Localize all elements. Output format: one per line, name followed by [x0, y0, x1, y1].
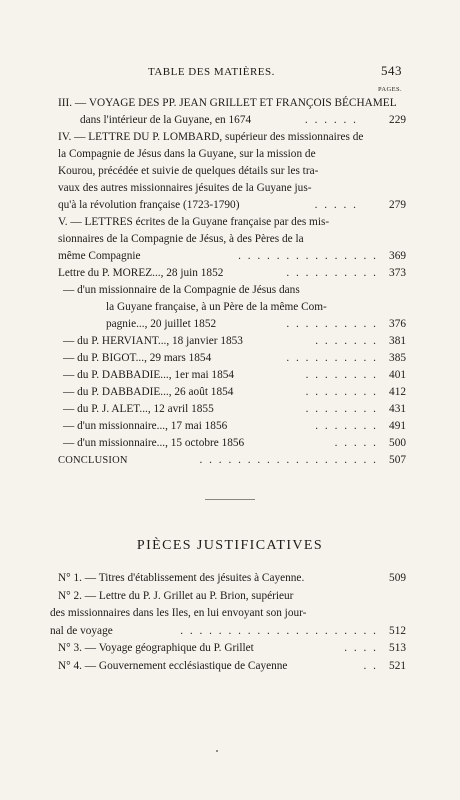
toc-line-text: nal de voyage [50, 624, 113, 637]
dot-leader: . . . . . . . [315, 420, 378, 432]
toc-line-text: — du P. DABBADIE..., 26 août 1854 [63, 386, 234, 398]
toc-page-number: 513 [387, 640, 406, 658]
toc-line-text: N° 2. — Lettre du P. J. Grillet au P. Brion, supérieur [58, 589, 294, 602]
toc-line-text: qu'à la révolution française (1723-1790) [58, 199, 240, 211]
toc-line-text: la Guyane française, à un Père de la même Com- [106, 301, 327, 313]
section-title: PIÈCES JUSTIFICATIVES [136, 538, 324, 553]
toc-line-text: V. — LETTRES écrites de la Guyane française par des mis- [58, 216, 330, 228]
pages-column-label: PAGES. [377, 86, 402, 93]
toc-line-text: même Compagnie [58, 250, 141, 262]
toc-page-number: 507 [387, 452, 406, 469]
page-number: 543 [381, 63, 402, 78]
toc-line-text: Lettre du P. MOREZ..., 28 juin 1852 [58, 267, 224, 279]
toc-page-number: 385 [387, 350, 406, 367]
toc-page-number: 279 [387, 197, 406, 214]
toc-line-text: IV. — LETTRE DU P. LOMBARD, supérieur des missionnaires de [58, 131, 364, 143]
toc-line-text: — du P. J. ALET..., 12 avril 1855 [63, 403, 214, 415]
toc-line-text: la Compagnie de Jésus dans la Guyane, sur la mission de [58, 148, 316, 160]
dot-leader: . . . . [344, 642, 378, 654]
dot-leader: . . . . . [314, 199, 358, 211]
toc-page-number: 431 [387, 401, 406, 418]
toc-line-text: — du P. DABBADIE..., 1er mai 1854 [63, 369, 235, 381]
dot-leader: . . . . . . . . [305, 369, 378, 381]
dot-leader: . . . . . . . [315, 335, 378, 347]
toc-line-text: — d'un missionnaire..., 17 mai 1856 [63, 420, 228, 432]
toc-line-text: — du P. BIGOT..., 29 mars 1854 [63, 352, 212, 364]
toc-page-number: 512 [387, 623, 406, 641]
toc-page-number: 521 [387, 658, 406, 676]
toc-line-text: III. — VOYAGE DES PP. JEAN GRILLET ET FRANÇOIS BÉCHAMEL [58, 97, 397, 109]
dot-leader: . . . . . [334, 437, 378, 449]
toc-line-text: N° 3. — Voyage géographique du P. Grillet [58, 642, 254, 654]
dot-leader: . . . . . . . . . . . . . . . . . . . [199, 454, 378, 466]
toc-line-text: vaux des autres missionnaires jésuites de la Guyane jus- [58, 182, 312, 194]
toc-page-number: 509 [387, 570, 406, 588]
dot-leader: . . . . . . . . [305, 386, 378, 398]
dot-leader: . . . . . . . . . . . . . . . . . . . . . [180, 624, 378, 637]
toc-page-number: 381 [387, 333, 406, 350]
toc-line-text: CONCLUSION [58, 455, 128, 466]
dot-leader: . . . . . . [304, 114, 358, 126]
dot-leader: . . . . . . . . . . [286, 352, 378, 364]
toc-line-text: — du P. HERVIANT..., 18 janvier 1853 [63, 335, 243, 347]
toc-line-text: N° 4. — Gouvernement ecclésiastique de Cayenne [58, 659, 288, 672]
toc-line-text: sionnaires de la Compagnie de Jésus, à des Pères de la [58, 233, 304, 245]
toc-page-number: 412 [387, 384, 406, 401]
toc-line-text: pagnie..., 20 juillet 1852 [106, 318, 217, 330]
dot-leader: . . . . . . . . [305, 403, 378, 415]
toc-line-text: — d'un missionnaire de la Compagnie de Jésus dans [63, 284, 300, 296]
toc-page-number: 500 [387, 435, 406, 452]
dot-leader: . . . . . . . . . . [286, 318, 378, 330]
section-divider [205, 499, 255, 500]
toc-line-text: — d'un missionnaire..., 15 octobre 1856 [63, 437, 245, 449]
toc-line-text: Kourou, précédée et suivie de quelques détails sur les tra- [58, 165, 319, 177]
toc-page-number: 229 [387, 112, 406, 129]
ink-speck [216, 750, 218, 752]
dot-leader: . . . . . . . . . . . . . . . [238, 250, 378, 262]
dot-leader: . . [363, 659, 378, 672]
toc-line-text: des missionnaires dans les Iles, en lui envoyant son jour- [50, 607, 307, 619]
toc-page-number: 373 [387, 265, 406, 282]
toc-page-number: 369 [387, 248, 406, 265]
toc-line-text: N° 1. — Titres d'établissement des jésuites à Cayenne. [58, 572, 305, 584]
dot-leader: . . . . . . . . . . [286, 267, 378, 279]
toc-line-text: dans l'intérieur de la Guyane, en 1674 [80, 114, 252, 126]
toc-page-number: 376 [387, 316, 406, 333]
running-head-title: TABLE DES MATIÈRES. [148, 66, 275, 78]
toc-page-number: 491 [387, 418, 406, 435]
toc-page-number: 401 [387, 367, 406, 384]
